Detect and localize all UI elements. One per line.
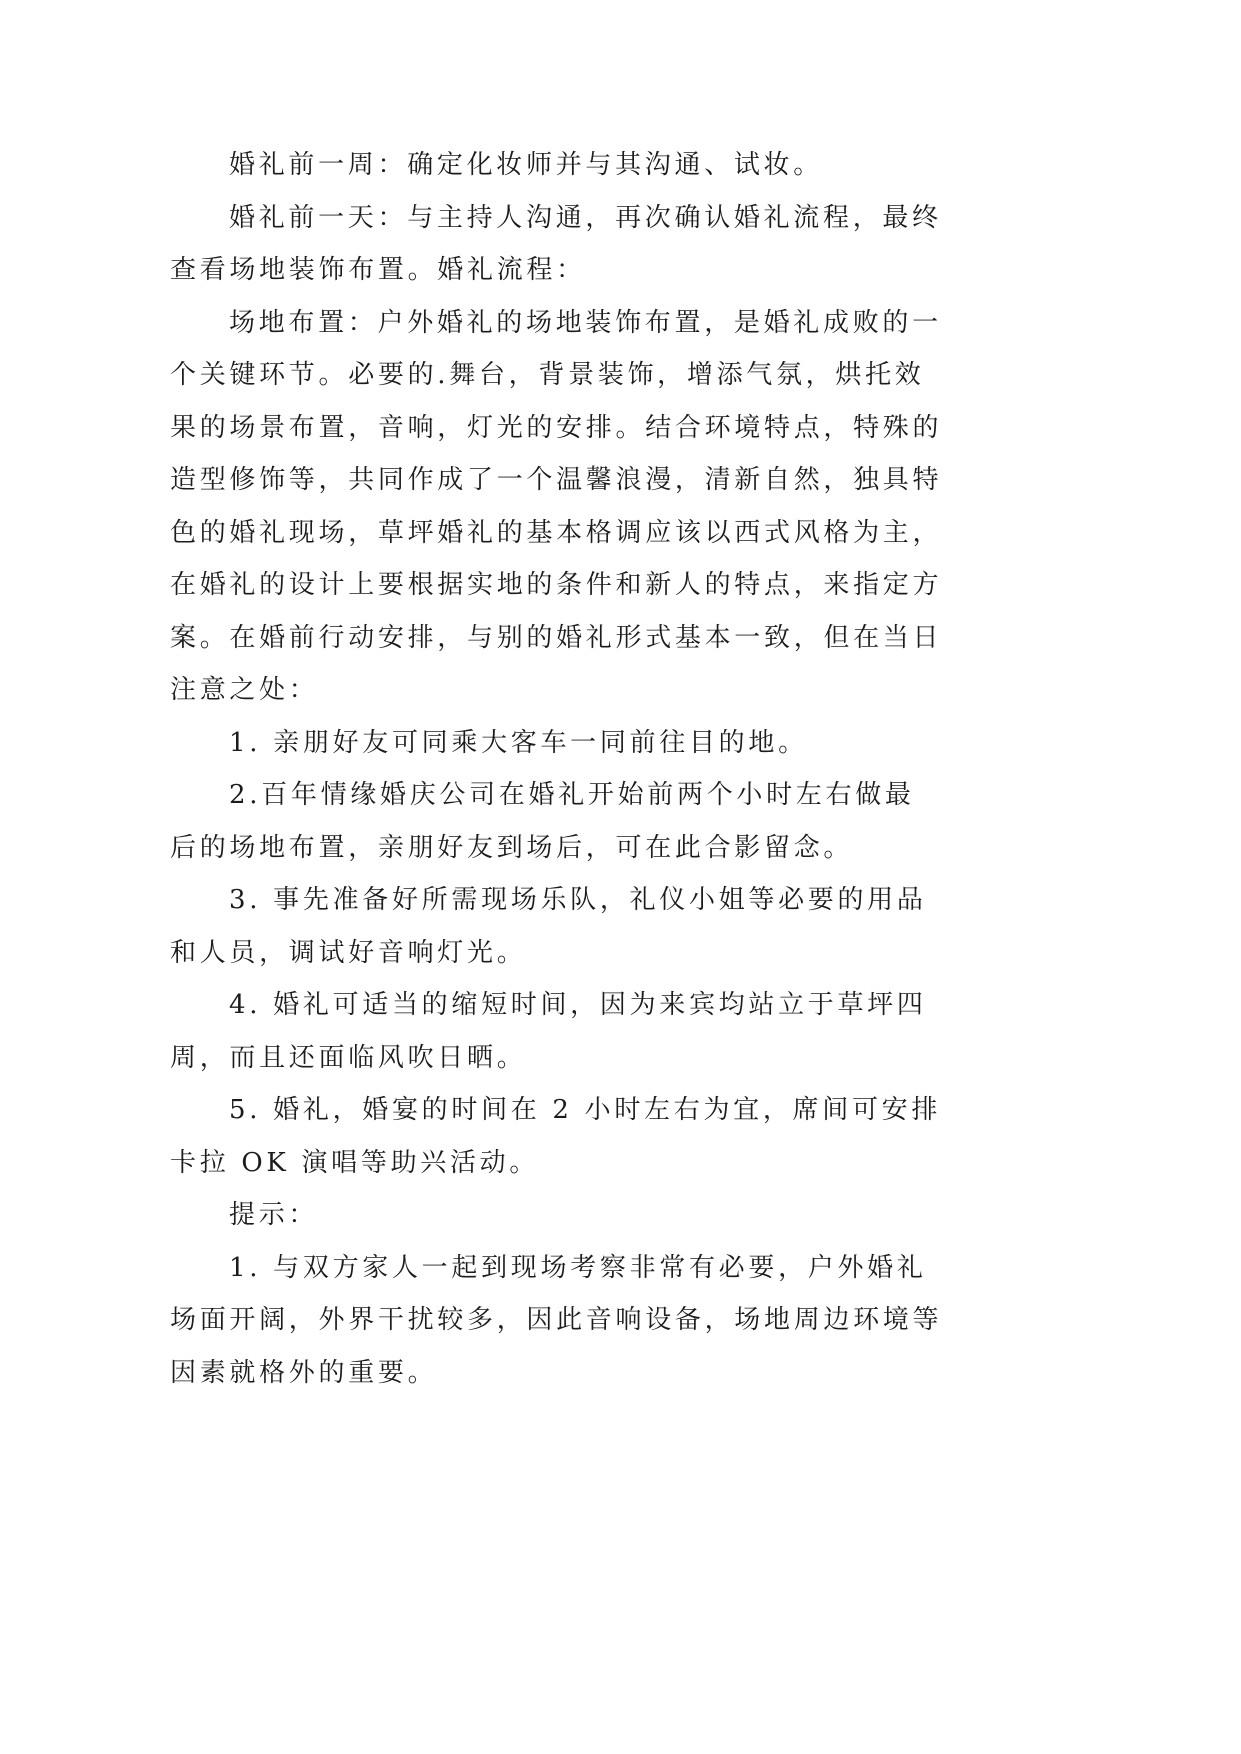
tip-item-1 [170,1242,970,1400]
text-line: 1. 亲朋好友可同乘大客车一同前往目的地。 [229,727,808,758]
text-line: 注意之处： [170,675,319,705]
text-line: 3. 事先准备好所需现场乐队，礼仪小姐等必要的用品 [229,885,927,915]
text-line: 色的婚礼现场，草坪婚礼的基本格调应该以西式风格为主， [170,517,943,548]
text-line: 因素就格外的重要。 [170,1357,438,1388]
text-line: 个关键环节。必要的.舞台，背景装饰，增添气氛，烘托效 [170,360,925,390]
text-line: 后的场地布置，亲朋好友到场后，可在此合影留念。 [170,832,854,863]
list-item-5 [170,1084,970,1189]
list-item-4 [170,979,970,1084]
text-line: 2.百年情缘婚庆公司在婚礼开始前两个小时左右做最 [229,780,915,810]
list-item-1 [170,717,970,770]
text-line: 造型修饰等，共同作成了一个温馨浪漫，清新自然，独具特 [170,465,943,495]
text-line: 果的场景布置，音响，灯光的安排。结合环境特点，特殊的 [170,412,943,443]
text-line: 和人员，调试好音响灯光。 [170,937,527,968]
tips-heading [170,1189,970,1242]
text-line: 婚礼前一天：与主持人沟通，再次确认婚礼流程，最终 [229,202,942,233]
text-line: 卡拉 OK 演唱等助兴活动。 [170,1147,540,1178]
document-body [170,139,970,1399]
text-line: 查看场地装饰布置。婚礼流程： [170,255,586,285]
paragraph-makeup-week-before [170,139,970,192]
text-line: 5. 婚礼，婚宴的时间在 2 小时左右为宜，席间可安排 [229,1095,942,1125]
text-line: 婚礼前一周：确定化妆师并与其沟通、试妆。 [229,150,824,180]
text-line: 4. 婚礼可适当的缩短时间，因为来宾均站立于草坪四 [229,990,927,1020]
text-line: 周，而且还面临风吹日晒。 [170,1042,527,1073]
paragraph-venue-layout [170,297,970,717]
text-line: 提示： [229,1200,319,1230]
paragraph-day-before [170,192,970,297]
text-line: 案。在婚前行动安排，与别的婚礼形式基本一致，但在当日 [170,622,943,653]
text-line: 场地布置：户外婚礼的场地装饰布置，是婚礼成败的一 [229,307,942,338]
text-line: 1. 与双方家人一起到现场考察非常有必要，户外婚礼 [229,1252,927,1283]
text-line: 场面开阔，外界干扰较多，因此音响设备，场地周边环境等 [170,1305,943,1335]
list-item-2 [170,769,970,874]
text-line: 在婚礼的设计上要根据实地的条件和新人的特点，来指定方 [170,570,943,600]
list-item-3 [170,874,970,979]
